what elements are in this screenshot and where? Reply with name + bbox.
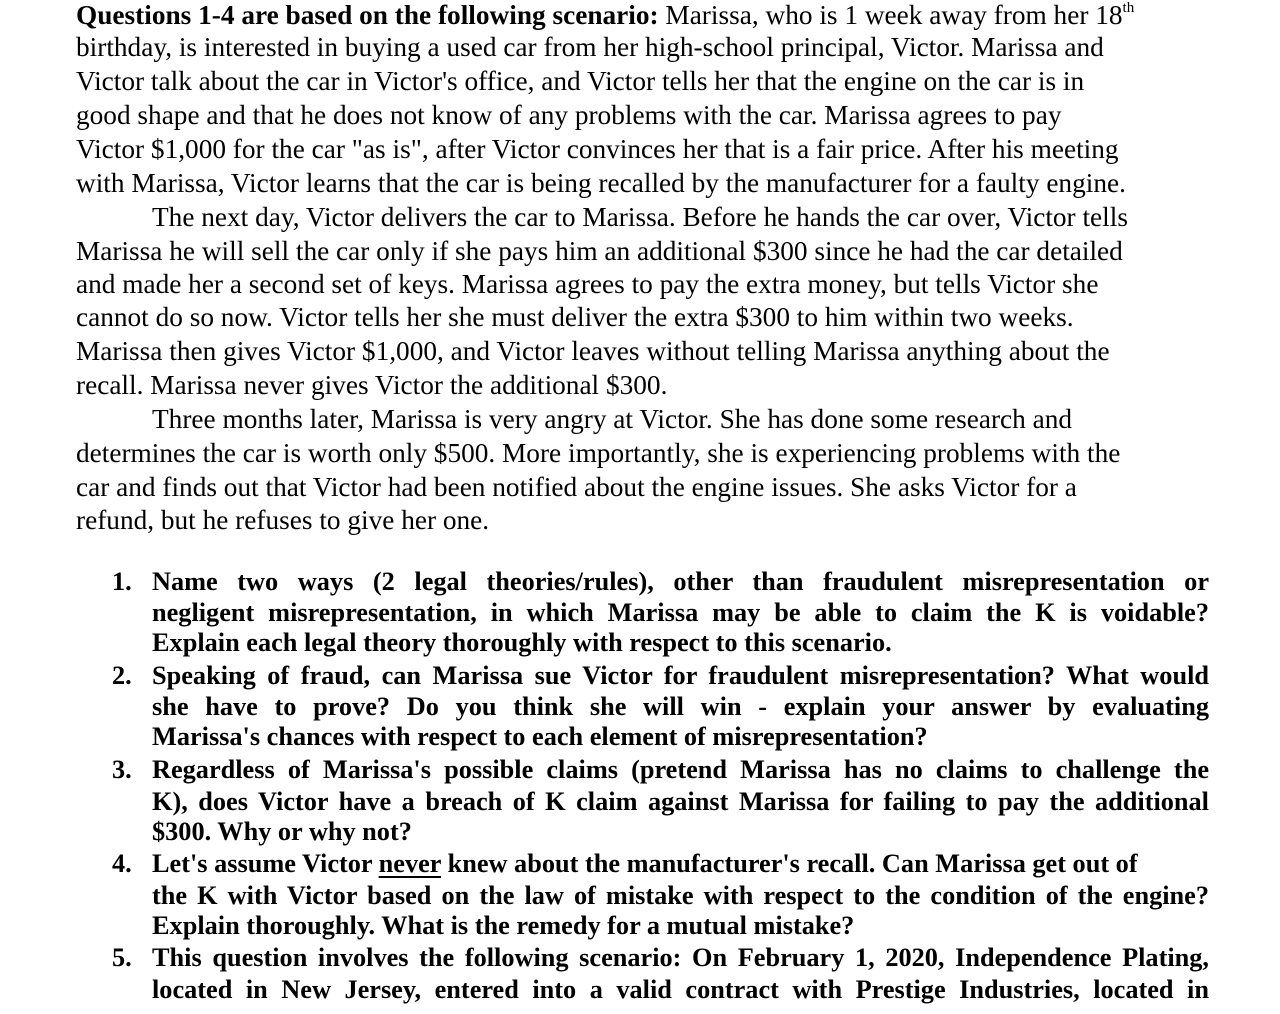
scenario-line: recall. Marissa never gives Victor the additional $300. (76, 370, 668, 400)
scenario-line: and made her a second set of keys. Marissa agrees to pay the extra money, but tells Victor she (76, 269, 1099, 299)
scenario-line: car and finds out that Victor had been notified about the engine issues. She asks Victor for a (76, 472, 1077, 502)
question-line: the K with Victor based on the law of mistake with respect to the condition of the engine? (152, 881, 1209, 910)
question-line: Marissa's chances with respect to each element of misrepresentation? (152, 722, 928, 751)
question-line: Regardless of Marissa's possible claims (pretend Marissa has no claims to challenge the (152, 755, 1209, 784)
question-line: Explain thoroughly. What is the remedy for a mutual mistake? (152, 911, 855, 940)
question-number: 2. (112, 661, 132, 690)
scenario-line: Marissa then gives Victor $1,000, and Victor leaves without telling Marissa anything about the (76, 336, 1110, 366)
question-line: Name two ways (2 legal theories/rules), other than fraudulent misrepresentation or (152, 567, 1209, 596)
scenario-line: Marissa he will sell the car only if she pays him an additional $300 since he had the car detailed (76, 236, 1123, 266)
question-text: knew about the manufacturer's recall. Can Marissa get out of (441, 849, 1138, 878)
question-number: 5. (112, 943, 132, 972)
question-number: 3. (112, 755, 132, 784)
scenario-first-line: Marissa, who is 1 week away from her 18 (665, 0, 1123, 30)
question-line: K), does Victor have a breach of K claim against Marissa for failing to pay the additional (152, 787, 1209, 816)
scenario-line: Three months later, Marissa is very angry at Victor. She has done some research and (152, 404, 1073, 434)
scenario-line: Victor talk about the car in Victor's office, and Victor tells her that the engine on the car is in (76, 66, 1085, 96)
question-text: Let's assume Victor (152, 849, 379, 878)
question-line (152, 847, 1138, 881)
question-number: 1. (112, 567, 132, 596)
question-line: Speaking of fraud, can Marissa sue Victor for fraudulent misrepresentation? What would (152, 661, 1209, 690)
scenario-line: Victor $1,000 for the car "as is", after Victor convinces her that is a fair price. After his meeting (76, 134, 1119, 164)
ordinal-suffix: th (1122, 0, 1135, 16)
scenario-line: The next day, Victor delivers the car to Marissa. Before he hands the car over, Victor tells (152, 202, 1128, 232)
question-line: $300. Why or why not? (152, 817, 412, 846)
scenario-line-1 (76, 0, 1134, 32)
scenario-line: refund, but he refuses to give her one. (76, 505, 490, 535)
question-line: This question involves the following scenario: On February 1, 2020, Independence Plating, (152, 943, 1209, 972)
question-line: negligent misrepresentation, in which Marissa may be able to claim the K is voidable? (152, 598, 1209, 627)
scenario-line: determines the car is worth only $500. More importantly, she is experiencing problems with the (76, 438, 1121, 468)
underlined-word: never (378, 849, 441, 878)
scenario-line: cannot do so now. Victor tells her she must deliver the extra $300 to him within two weeks. (76, 302, 1074, 332)
scenario-line: birthday, is interested in buying a used car from her high-school principal, Victor. Marissa and (76, 32, 1104, 62)
question-line: Explain each legal theory thoroughly with respect to this scenario. (152, 628, 892, 657)
scenario-heading: Questions 1-4 are based on the following scenario: (76, 0, 659, 30)
question-line: located in New Jersey, entered into a valid contract with Prestige Industries, located in (152, 975, 1209, 1004)
scenario-line: with Marissa, Victor learns that the car is being recalled by the manufacturer for a faulty engine. (76, 168, 1126, 198)
scenario-line: good shape and that he does not know of any problems with the car. Marissa agrees to pay (76, 100, 1062, 130)
question-number: 4. (112, 849, 132, 878)
question-line: she have to prove? Do you think she will win - explain your answer by evaluating (152, 692, 1209, 721)
